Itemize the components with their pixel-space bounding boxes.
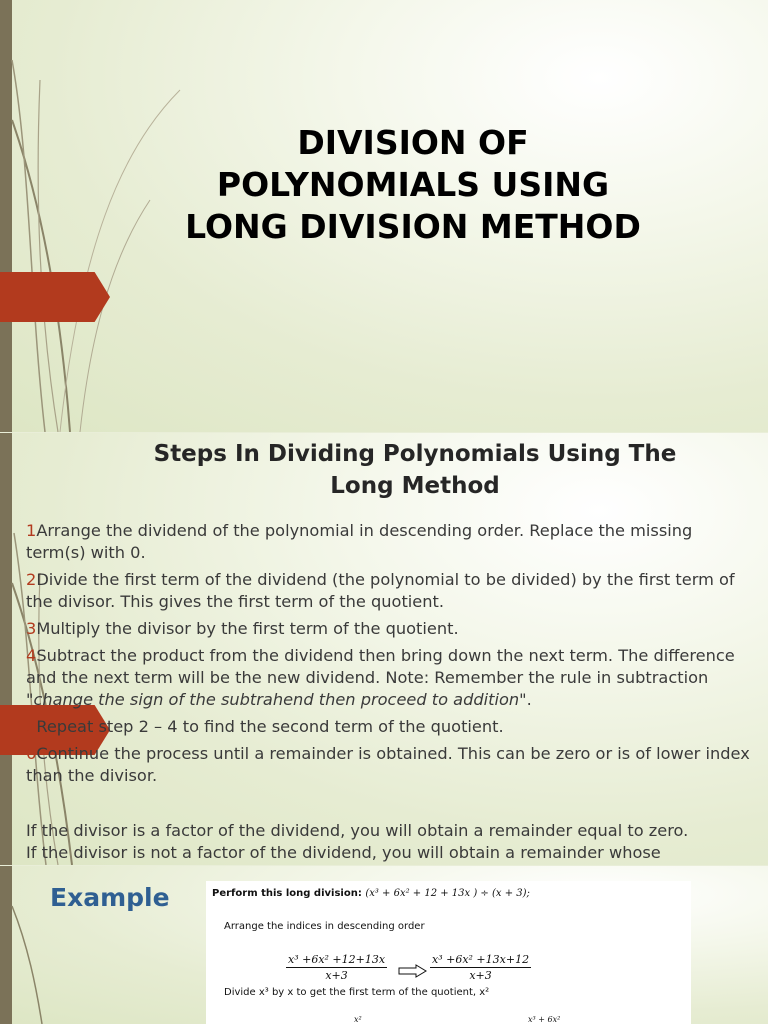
left-border-bar bbox=[0, 433, 12, 865]
divide-step: Divide x³ by x to get the first term of the quotient, x² bbox=[224, 987, 490, 998]
fraction-numerator: x³ +6x² +12+13x bbox=[288, 953, 386, 966]
problem-line bbox=[212, 888, 530, 899]
title-slide bbox=[0, 0, 768, 432]
right-arrow-icon bbox=[398, 964, 428, 978]
step-number: 1 bbox=[26, 521, 37, 540]
step-number: 3 bbox=[26, 619, 37, 638]
list-item bbox=[26, 645, 756, 711]
list-item bbox=[26, 716, 756, 738]
left-border-bar bbox=[0, 0, 12, 432]
step-description: Arrange the indices in descending order bbox=[224, 921, 425, 932]
step-text: Divide the first term of the dividend (the polynomial to be divided) by the first term of the divisor. This gives the first term of the quotient. bbox=[26, 570, 735, 611]
note-text: If the divisor is not a factor of the dividend, you will obtain a remainder whose bbox=[26, 843, 661, 862]
step-number: 6 bbox=[26, 744, 37, 763]
step-text: Multiply the divisor by the first term of the quotient. bbox=[36, 619, 459, 638]
problem-expression: (x³ + 6x² + 12 + 13x ) ÷ (x + 3); bbox=[365, 888, 530, 899]
fraction-denominator: x+3 bbox=[469, 969, 492, 982]
example-image bbox=[206, 881, 691, 1024]
fraction-ordered bbox=[430, 953, 531, 982]
step-emphasis: change the sign of the subtrahend then proceed to addition bbox=[33, 690, 520, 709]
note-text: If the divisor is a factor of the dividend, you will obtain a remainder equal to zero. bbox=[26, 821, 689, 840]
problem-label: Perform this long division: bbox=[212, 888, 362, 899]
step-number: 4 bbox=[26, 646, 37, 665]
steps-list bbox=[26, 520, 756, 792]
fraction-numerator: x³ +6x² +13x+12 bbox=[432, 953, 530, 966]
steps-title: Steps In Dividing Polynomials Using The Long Method bbox=[153, 441, 677, 499]
step-text: Arrange the dividend of the polynomial in descending order. Replace the missing term(s) with 0. bbox=[26, 521, 693, 562]
example-title: Example bbox=[50, 883, 170, 912]
step-text: Continue the process until a remainder is obtained. This can be zero or is of lower index than the divisor. bbox=[26, 744, 750, 785]
partial-quotient: x² bbox=[354, 1015, 362, 1024]
list-item bbox=[26, 569, 756, 613]
list-item bbox=[26, 520, 756, 564]
left-border-bar bbox=[0, 866, 12, 1024]
step-number: 5 bbox=[26, 717, 37, 736]
red-arrow-tag bbox=[0, 272, 110, 322]
step-text: Repeat step 2 – 4 to find the second term of the quotient. bbox=[36, 717, 504, 736]
notes bbox=[26, 820, 768, 864]
grass-decoration bbox=[0, 0, 200, 432]
slide-title: DIVISION OF POLYNOMIALS USING LONG DIVISION METHOD bbox=[185, 123, 641, 246]
step-text: Subtract the product from the dividend then bring down the next term. The difference and the next term will be the new dividend. Note: Remember the rule in subtraction " bbox=[26, 646, 735, 709]
step-number: 2 bbox=[26, 570, 37, 589]
step-tail: ". bbox=[519, 690, 532, 709]
partial-product: x³ + 6x² bbox=[528, 1015, 561, 1024]
list-item bbox=[26, 743, 756, 787]
fraction-denominator: x+3 bbox=[325, 969, 348, 982]
list-item bbox=[26, 618, 756, 640]
fraction-original bbox=[286, 953, 387, 982]
